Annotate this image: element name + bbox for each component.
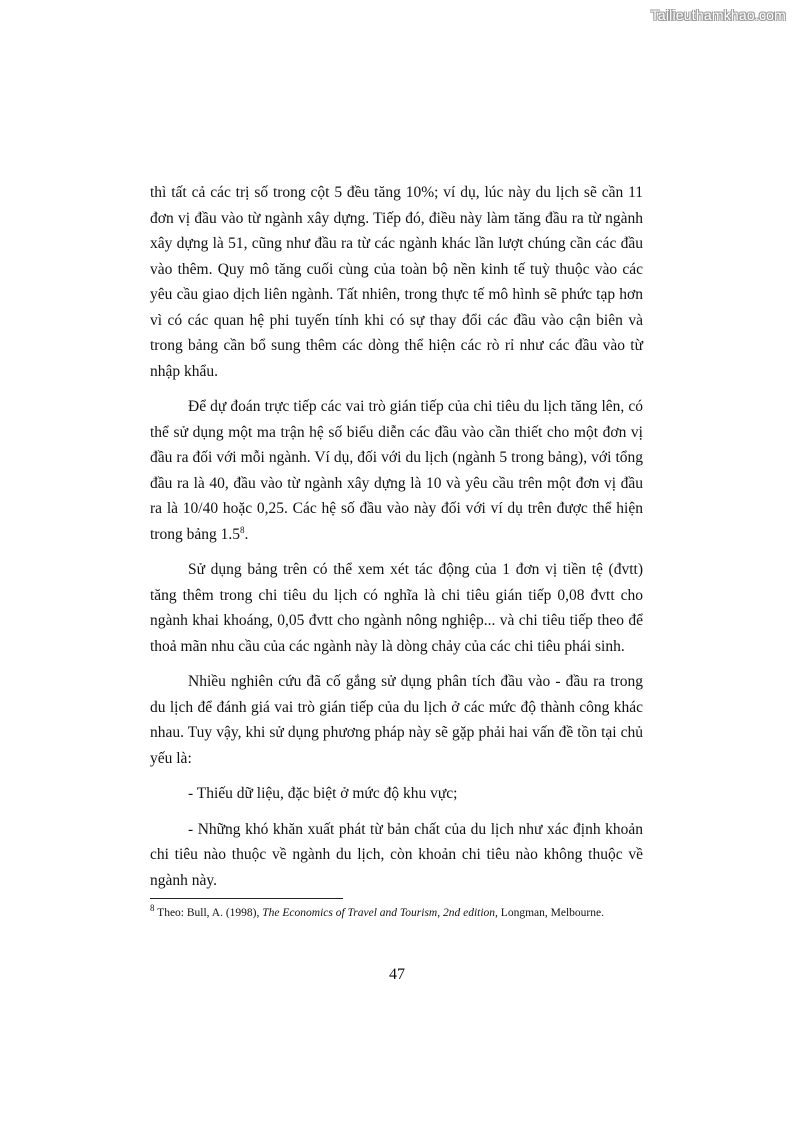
paragraph-2-end: . <box>244 525 249 543</box>
paragraph-4: Nhiều nghiên cứu đã cố gắng sử dụng phân tích đầu vào - đầu ra trong du lịch để đánh giá vai trò gián tiếp của du lịch ở các mức độ thành công khác nhau. Tuy vậy, khi sử dụng phương pháp này sẽ gặp phải hai vấn đề tồn tại chủ yếu là: <box>150 673 643 767</box>
paragraph-2 <box>150 394 643 547</box>
footnote-prefix: Theo: Bull, A. (1998), <box>154 907 263 919</box>
list-item-1: - Thiếu dữ liệu, đặc biệt ở mức độ khu vực; <box>188 785 458 802</box>
footnote-divider <box>150 898 343 899</box>
list-item-2: - Những khó khăn xuất phát từ bản chất của du lịch như xác định khoản chi tiêu nào thuộc về ngành du lịch, còn khoản chi tiêu nào không thuộc về ngành này. <box>150 820 643 889</box>
paragraph-1: thì tất cả các trị số trong cột 5 đều tăng 10%; ví dụ, lúc này du lịch sẽ cần 11 đơn vị đầu vào từ ngành xây dựng. Tiếp đó, điều này làm tăng đầu ra từ ngành xây dựng là 51, cũng như đầu ra từ các ngành khác lần lượt chúng cần các đầu vào thêm. Quy mô tăng cuối cùng của toàn bộ nền kinh tế tuỳ thuộc vào các yêu cầu giao dịch liên ngành. Tất nhiên, trong thực tế mô hình sẽ phức tạp hơn vì có các quan hệ phi tuyến tính khi có sự thay đổi các đầu vào cận biên và trong bảng cần bổ sung thêm các dòng thể hiện các rò rỉ như các đầu vào từ nhập khẩu. <box>150 184 643 380</box>
footnote <box>150 903 643 921</box>
footnote-book-title: The Economics of Travel and Tourism, 2nd edition, <box>262 907 498 919</box>
page-body <box>150 180 643 903</box>
footnote-marker: 8 <box>150 903 155 914</box>
page-number: 47 <box>389 966 405 983</box>
paragraph-3: Sử dụng bảng trên có thể xem xét tác động của 1 đơn vị tiền tệ (đvtt) tăng thêm trong chi tiêu du lịch có nghĩa là chi tiêu gián tiếp 0,08 đvtt cho ngành khai khoáng, 0,05 đvtt cho ngành nông nghiệp... và chi tiêu tiếp theo để thoả mãn nhu cầu của các ngành này là dòng chảy của các chi tiêu phái sinh. <box>150 561 643 655</box>
paragraph-2-text: Để dự đoán trực tiếp các vai trò gián tiếp của chi tiêu du lịch tăng lên, có thể sử dụng một ma trận hệ số biểu diễn các đầu vào cần thiết cho một đơn vị đầu ra đối với mỗi ngành. Ví dụ, đối với du lịch (ngành 5 trong bảng), với tổng đầu ra là 40, đầu vào từ ngành xây dựng là 10 và yêu cầu trên một đơn vị đầu ra là 10/40 hoặc 0,25. Các hệ số đầu vào này đối với ví dụ trên được thể hiện trong bảng 1.5 <box>150 398 643 543</box>
footnote-reference: 8 <box>239 524 245 535</box>
footnote-suffix: Longman, Melbourne. <box>497 907 604 919</box>
watermark: Tailieuthamkhao.com <box>650 7 786 23</box>
